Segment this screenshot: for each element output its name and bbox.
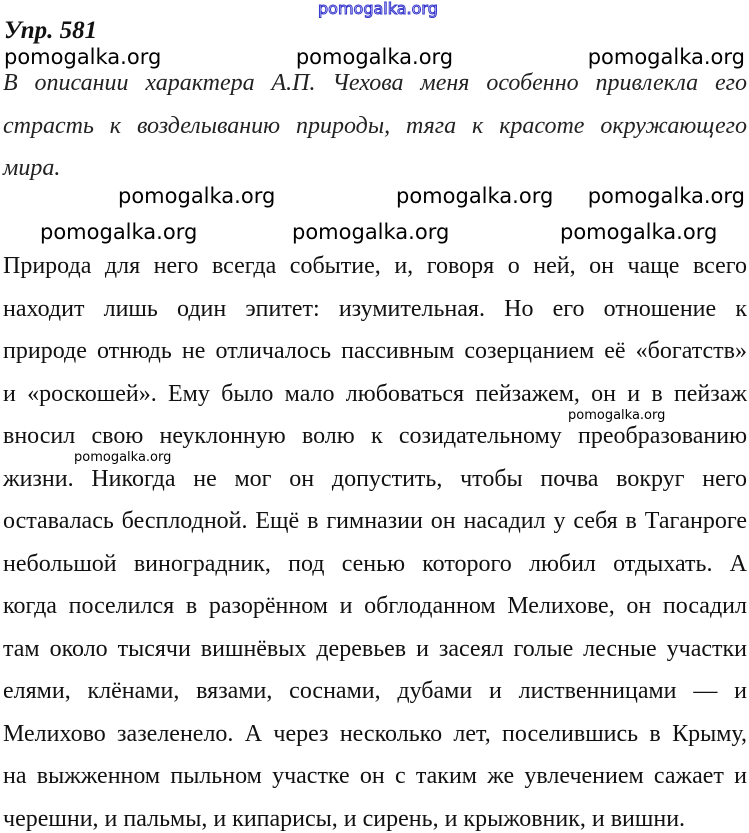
exercise-title: Упр. 581 [4, 17, 98, 44]
watermark: pomogalka.org [4, 45, 162, 69]
body-line: жизни. Никогда не мог он допустить, чтобы почва вокруг него [3, 465, 747, 492]
watermark: pomogalka.org [568, 408, 666, 423]
body-line: оставалась бесплодной. Ещё в гимназии он насадил у себя в Таганроге [3, 508, 747, 534]
watermark: pomogalka.org [118, 184, 276, 208]
intro-line: мира. [3, 155, 61, 181]
body-line: и «роскошей». Ему было мало любоваться пейзажем, он и в пейзаж [3, 380, 747, 407]
watermark: pomogalka.org [587, 184, 745, 208]
body-line: Мелихово зазеленело. А через несколько лет, поселившись в Крыму, [3, 720, 747, 747]
watermark: pomogalka.org [40, 220, 198, 244]
watermark: pomogalka.org [396, 184, 554, 208]
watermark: pomogalka.org [292, 220, 450, 244]
body-line: небольшой виноградник, под сенью которого любил отдыхать. А [3, 550, 747, 577]
watermark: pomogalka.org [74, 450, 172, 465]
body-line: елями, клёнами, вязами, соснами, дубами и лиственницами — и [3, 678, 747, 704]
body-line: там около тысячи вишнёвых деревьев и засеял голые лесные участки [3, 635, 747, 662]
body-line: черешни, и пальмы, и кипарисы, и сирень, и крыжовник, и вишни. [3, 805, 686, 832]
header-watermark: pomogalka.org [318, 0, 438, 18]
watermark: pomogalka.org [587, 45, 745, 69]
body-line: когда поселился в разорённом и обглоданном Мелихове, он посадил [3, 593, 747, 619]
body-line: находит лишь один эпитет: изумительная. Но его отношение к [3, 295, 747, 322]
body-line: Природа для него всегда событие, и, говоря о ней, он чаще всего [3, 253, 747, 279]
intro-line: страсть к возделыванию природы, тяга к красоте окружающего [3, 113, 747, 139]
watermark: pomogalka.org [295, 45, 454, 69]
body-line: природе отнюдь не отличалось пассивным созерцанием её «богатств» [3, 338, 747, 364]
watermark: pomogalka.org [560, 220, 718, 244]
body-line: на выжженном пыльном участке он с таким же увлечением сажает и [3, 763, 747, 789]
intro-line: В описании характера А.П. Чехова меня особенно привлекла его [3, 70, 747, 96]
body-line: вносил свою неуклонную волю к созидательному преобразованию [3, 423, 747, 449]
